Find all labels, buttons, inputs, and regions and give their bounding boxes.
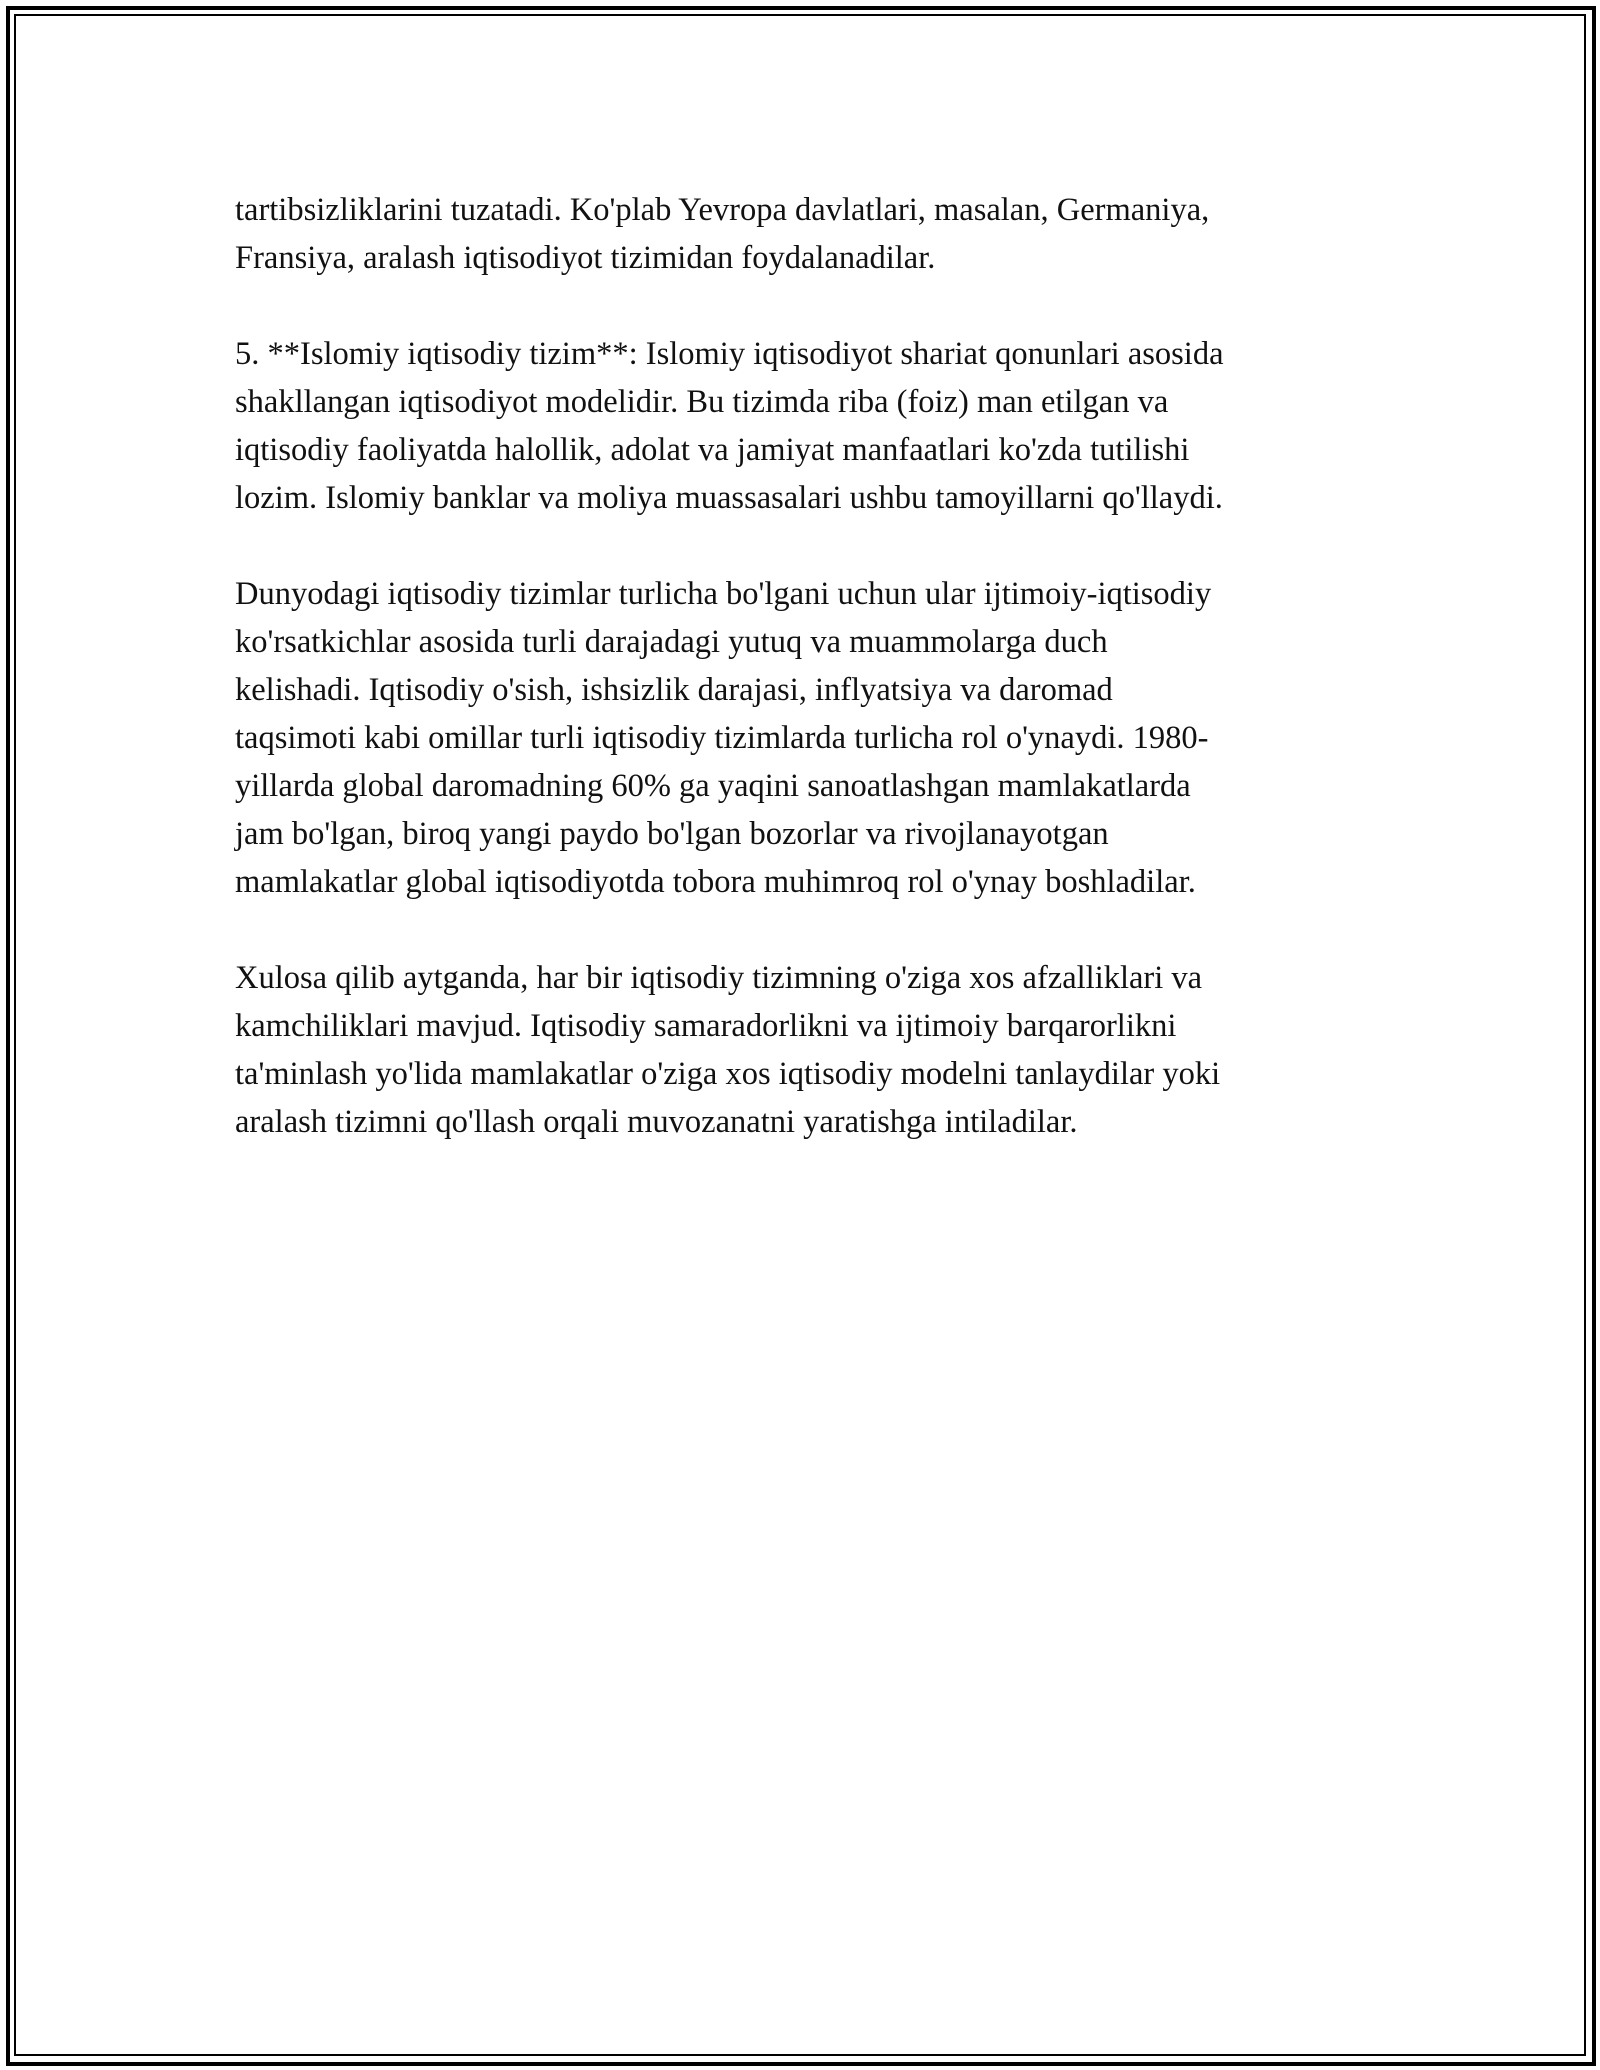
paragraph-islamic-economic-system: 5. **Islomiy iqtisodiy tizim**: Islomiy iqtisodiyot shariat qonunlari asosida shakllangan iqtisodiyot modelidir. Bu tizimda riba (foiz) man etilgan va iqtisodiy faoliyatda halollik, adolat va jamiyat manfaatlari ko'zda tutilishi lozim. Islomiy banklar va moliya muassasalari ushbu tamoyillarni qo'llaydi.: [235, 336, 1224, 516]
paragraph-world-economic-systems: Dunyodagi iqtisodiy tizimlar turlicha bo'lgani uchun ular ijtimoiy-iqtisodiy ko'rsatkichlar asosida turli darajadagi yutuq va muammolarga duch kelishadi. Iqtisodiy o'sish, ishsizlik darajasi, inflyatsiya va daromad taqsimoti kabi omillar turli iqtisodiy tizimlarda turlicha rol o'ynaydi. 1980- yillarda global daromadning 60% ga yaqini sanoatlashgan mamlakatlarda jam bo'lgan, biroq yangi paydo bo'lgan bozorlar va rivojlanayotgan mamlakatlar global iqtisodiyotda tobora muhimroq rol o'ynay boshladilar.: [235, 576, 1212, 900]
paragraph-mixed-economy-continuation: tartibsizliklarini tuzatadi. Ko'plab Yevropa davlatlari, masalan, Germaniya, Fransiya, aralash iqtisodiyot tizimidan foydalanadilar.: [235, 192, 1210, 276]
document-body: [235, 186, 1365, 1146]
paragraph-conclusion: Xulosa qilib aytganda, har bir iqtisodiy tizimning o'ziga xos afzalliklari va kamchiliklari mavjud. Iqtisodiy samaradorlikni va ijtimoiy barqarorlikni ta'minlash yo'lida mamlakatlar o'ziga xos iqtisodiy modelni tanlaydilar yoki aralash tizimni qo'llash orqali muvozanatni yaratishga intiladilar.: [235, 960, 1221, 1140]
